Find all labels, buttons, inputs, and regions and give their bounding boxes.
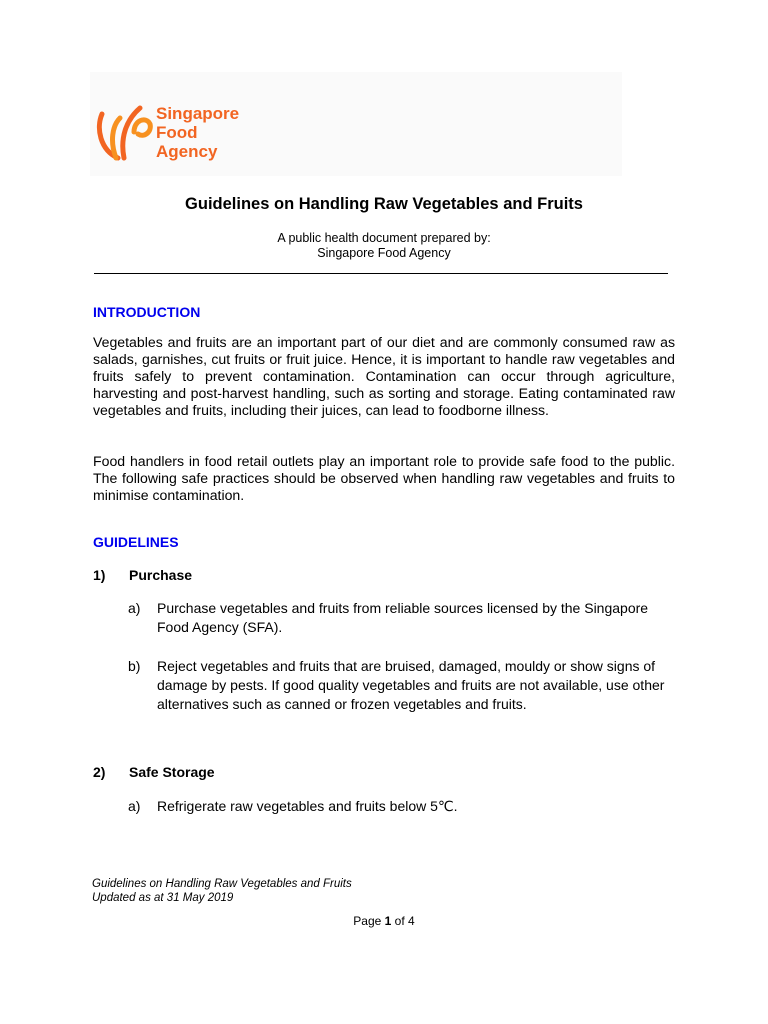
storage-item-a (128, 797, 668, 816)
section-safe-storage-title (93, 764, 215, 780)
purchase-item-b (128, 657, 668, 715)
item-text: Reject vegetables and fruits that are bruised, damaged, mouldy or show signs of damage by pests. If good quality vegetables and fruits are not available, use other alternatives such as canned or frozen vegetables and fruits. (157, 658, 665, 713)
prepared-by-agency: Singapore Food Agency (317, 246, 451, 260)
introduction-heading: INTRODUCTION (93, 304, 201, 320)
page-current: 1 (384, 914, 392, 928)
guidelines-heading: GUIDELINES (93, 534, 179, 550)
introduction-paragraph-2: Food handlers in food retail outlets play an important role to provide safe food to the public. The following safe practices should be observed when handling raw vegetables and fruits to minimise contamination. (93, 453, 675, 503)
footer-title: Guidelines on Handling Raw Vegetables and Fruits (92, 878, 352, 890)
page-number (0, 914, 768, 928)
prepared-by (0, 231, 768, 261)
purchase-item-a (128, 599, 668, 637)
logo-line-singapore: Singapore (156, 104, 240, 123)
header-divider (94, 273, 668, 274)
item-text: Purchase vegetables and fruits from reliable sources licensed by the Singapore Food Agency (SFA). (157, 600, 649, 636)
section-purchase-title (93, 567, 192, 583)
document-title: Guidelines on Handling Raw Vegetables and Fruits (185, 195, 583, 213)
sfa-leaf-logo-icon (94, 98, 156, 164)
section-title: Purchase (129, 567, 193, 583)
logo-line-agency: Agency (156, 142, 218, 161)
introduction-paragraph-1: Vegetables and fruits are an important part of our diet and are commonly consumed raw as salads, garnishes, cut fruits or fruit juice. Hence, it is important to handle raw vegetables and fruits safely to prevent contamination. Contamination can occur through agriculture, harvesting and post-harvest handling, such as sorting and storage. Eating contaminated raw vegetables and fruits, including their juices, can lead to foodborne illness. (93, 334, 675, 418)
footer-updated-date: Updated as at 31 May 2019 (92, 892, 234, 904)
logo-line-food: Food (156, 123, 198, 142)
item-label: b) (128, 658, 141, 674)
item-label: a) (128, 798, 141, 814)
section-number: 2) (93, 764, 106, 780)
item-text: Refrigerate raw vegetables and fruits below 5℃. (157, 798, 458, 814)
prepared-by-line: A public health document prepared by: (277, 231, 491, 245)
section-title: Safe Storage (129, 764, 215, 780)
page-total: 4 (408, 914, 415, 928)
section-number: 1) (93, 567, 106, 583)
logo-wordmark (156, 104, 239, 161)
footer-document-info (92, 877, 352, 905)
page-of: of (394, 914, 405, 928)
page-prefix: Page (353, 914, 382, 928)
item-label: a) (128, 600, 141, 616)
